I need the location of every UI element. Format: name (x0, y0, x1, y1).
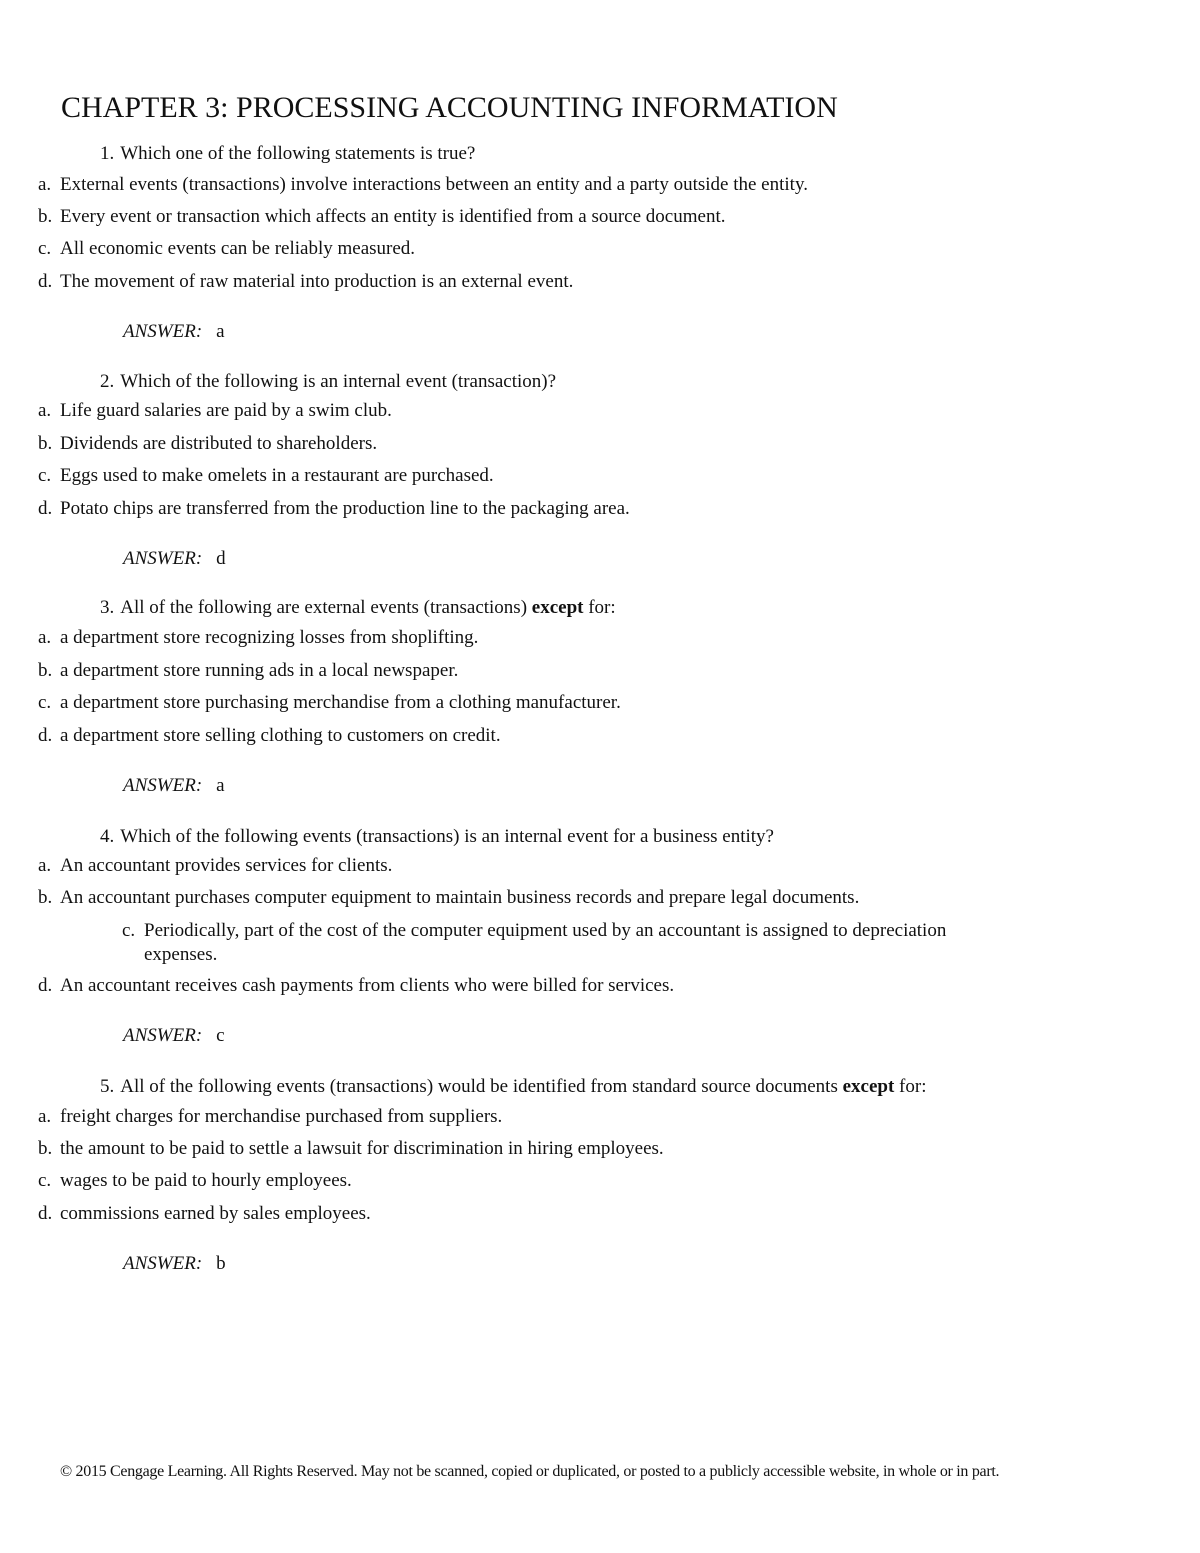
question-stem (100, 1076, 926, 1098)
option-letter: d. (38, 725, 53, 746)
question-stem (100, 371, 556, 393)
option-c (38, 465, 494, 487)
option-letter: a. (38, 627, 52, 648)
option-b (38, 660, 458, 682)
answer-line (123, 548, 226, 570)
question-number: 1. (100, 143, 115, 164)
question-stem (100, 826, 774, 848)
option-text: The movement of raw material into production is an external event. (60, 271, 574, 292)
option-letter: b. (38, 660, 53, 681)
option-d (38, 498, 630, 520)
option-text: a department store recognizing losses from shoplifting. (60, 627, 479, 648)
page-title: CHAPTER 3: PROCESSING ACCOUNTING INFORMATION (61, 91, 838, 125)
question-text-end: for: (899, 1076, 927, 1097)
option-a (38, 855, 392, 877)
option-b (38, 1138, 664, 1160)
option-text: Dividends are distributed to shareholders. (60, 433, 378, 454)
option-a (38, 400, 392, 422)
option-letter: b. (38, 433, 53, 454)
question-text: All of the following events (transactions) would be identified from standard source documents (120, 1076, 838, 1097)
copyright-footer: © 2015 Cengage Learning. All Rights Reserved. May not be scanned, copied or duplicated, or posted to a publicly accessible website, in whole or in part. (60, 1463, 1000, 1480)
answer-value: a (216, 775, 225, 796)
answer-label: ANSWER: (123, 321, 203, 342)
question-stem (100, 143, 475, 165)
option-letter: d. (38, 498, 53, 519)
question-text: Which one of the following statements is true? (120, 143, 476, 164)
question-number: 3. (100, 597, 115, 618)
option-letter: a. (38, 400, 52, 421)
answer-value: b (216, 1253, 226, 1274)
option-text: Eggs used to make omelets in a restaurant are purchased. (60, 465, 494, 486)
option-letter: b. (38, 206, 53, 227)
answer-value: a (216, 321, 225, 342)
question-text: Which of the following is an internal event (transaction)? (120, 371, 557, 392)
option-letter: c. (122, 920, 136, 941)
option-text: All economic events can be reliably measured. (60, 238, 416, 259)
option-a (38, 627, 478, 649)
answer-value: c (216, 1025, 225, 1046)
option-a (38, 1106, 502, 1128)
option-text: An accountant purchases computer equipment to maintain business records and prepare legal documents. (60, 887, 860, 908)
option-text: Life guard salaries are paid by a swim club. (60, 400, 392, 421)
option-d (38, 975, 674, 997)
option-text: External events (transactions) involve interactions between an entity and a party outside the entity. (60, 174, 808, 195)
answer-line (123, 321, 225, 343)
option-letter: c. (38, 465, 52, 486)
answer-label: ANSWER: (123, 1253, 203, 1274)
answer-label: ANSWER: (123, 775, 203, 796)
option-letter: d. (38, 271, 53, 292)
option-letter: b. (38, 887, 53, 908)
option-c (122, 919, 1062, 967)
answer-line (123, 775, 225, 797)
question-number: 2. (100, 371, 115, 392)
option-b (38, 206, 725, 228)
answer-value: d (216, 548, 226, 569)
option-text: Every event or transaction which affects an entity is identified from a source document. (60, 206, 726, 227)
option-text-continued: expenses. (144, 944, 218, 965)
question-emphasis: except (842, 1076, 895, 1097)
option-text: the amount to be paid to settle a lawsuit for discrimination in hiring employees. (60, 1138, 664, 1159)
answer-label: ANSWER: (123, 1025, 203, 1046)
option-b (38, 887, 859, 909)
option-letter: a. (38, 1106, 52, 1127)
option-c (38, 692, 621, 714)
question-stem (100, 597, 616, 619)
question-text: Which of the following events (transactions) is an internal event for a business entity? (120, 826, 774, 847)
option-text: wages to be paid to hourly employees. (60, 1170, 352, 1191)
option-text: a department store selling clothing to customers on credit. (60, 725, 501, 746)
answer-line (123, 1253, 226, 1275)
option-letter: c. (38, 692, 52, 713)
option-d (38, 1203, 371, 1225)
option-d (38, 725, 501, 747)
option-letter: d. (38, 975, 53, 996)
option-letter: c. (38, 1170, 52, 1191)
option-letter: a. (38, 174, 52, 195)
option-letter: b. (38, 1138, 53, 1159)
option-text: An accountant receives cash payments from clients who were billed for services. (60, 975, 675, 996)
option-c (38, 238, 415, 260)
option-a (38, 174, 808, 196)
question-text-end: for: (588, 597, 616, 618)
option-text: freight charges for merchandise purchased from suppliers. (60, 1106, 503, 1127)
question-number: 4. (100, 826, 115, 847)
option-text: Potato chips are transferred from the production line to the packaging area. (60, 498, 630, 519)
option-text: An accountant provides services for clients. (60, 855, 393, 876)
option-c (38, 1170, 352, 1192)
question-number: 5. (100, 1076, 115, 1097)
answer-line (123, 1025, 225, 1047)
option-letter: a. (38, 855, 52, 876)
option-text: Periodically, part of the cost of the computer equipment used by an accountant is assigned to depreciation (144, 920, 947, 941)
option-d (38, 271, 573, 293)
question-text: All of the following are external events (transactions) (120, 597, 528, 618)
question-emphasis: except (531, 597, 584, 618)
option-text: a department store running ads in a local newspaper. (60, 660, 459, 681)
option-letter: c. (38, 238, 52, 259)
answer-label: ANSWER: (123, 548, 203, 569)
option-text: a department store purchasing merchandise from a clothing manufacturer. (60, 692, 621, 713)
option-letter: d. (38, 1203, 53, 1224)
option-text: commissions earned by sales employees. (60, 1203, 371, 1224)
option-b (38, 433, 377, 455)
